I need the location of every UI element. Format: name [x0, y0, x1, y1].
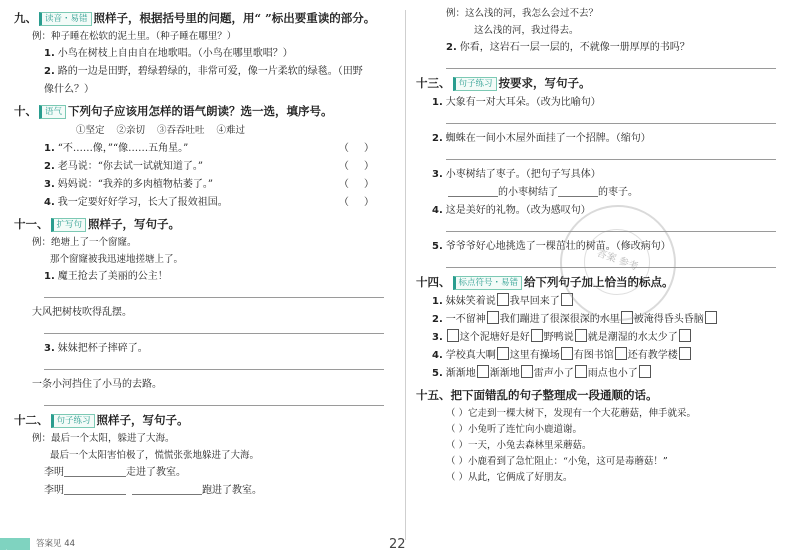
fill-blank[interactable] — [132, 483, 202, 495]
punct-question: 3. 这个泥塘好是好 野鸭说 就是潮湿的水太少了 — [416, 329, 788, 347]
section-13-title: 十三、 句子练习 按要求，写句子。 — [416, 76, 591, 90]
question: 4. 这是美好的礼物。（改为感叹句） — [432, 205, 591, 216]
question: 1. 大象有一对大耳朵。（改为比喻句） — [432, 97, 601, 108]
page-divider — [405, 10, 406, 540]
section-15-title: 十五、把下面错乱的句子整理成一段通顺的话。 — [416, 388, 658, 402]
section-tag: 读音・易错 — [39, 12, 92, 26]
punct-question: 1. 妹妹笑着说 我早回来了 — [416, 293, 788, 311]
section-10-title: 十、 语气 下列句子应该用怎样的语气朗读？选一选，填序号。 — [14, 104, 333, 118]
order-item[interactable]: （ ）小鹿看到了急忙阻止：“小兔，这可是毒蘑菇！” — [446, 456, 668, 467]
answer-reference: 答案见 44 — [36, 539, 76, 549]
section-12-title: 十二、 句子练习 照样子，写句子。 — [14, 413, 189, 427]
example-answer: 那个窗窿被我迅速地搓塘上了。 — [50, 254, 184, 265]
answer-line[interactable] — [446, 148, 776, 160]
question-cont: 像什么？） — [44, 84, 94, 95]
example-answer: 这么浅的河，我过得去。 — [474, 25, 579, 36]
question: 2. 老马说：“你去试一试就知道了。” （ ） — [44, 161, 380, 172]
example: 例：这么浅的河，我怎么会过不去？ — [446, 8, 599, 19]
answer-line[interactable] — [44, 286, 384, 298]
punct-box[interactable] — [575, 329, 587, 342]
question: 李明 走进了教室。 — [44, 467, 186, 478]
section-tag: 句子练习 — [51, 414, 95, 428]
punct-box[interactable] — [497, 347, 509, 360]
punct-box[interactable] — [521, 365, 533, 378]
section-14-title: 十四、 标点符号・易错 给下列句子加上恰当的标点。 — [416, 275, 674, 289]
left-page — [14, 6, 394, 500]
punct-question: 4. 学校真大啊 这里有操场 有图书馆 还有教学楼 — [416, 347, 788, 365]
punct-box[interactable] — [679, 347, 691, 360]
example: 例：种子睡在松软的泥土里。（种子睡在哪里？） — [32, 31, 237, 42]
question-fill: 的小枣树结了 的枣子。 — [416, 184, 788, 202]
order-item[interactable]: （ ）从此，它俩成了好朋友。 — [446, 472, 573, 483]
answer-line[interactable] — [446, 112, 776, 124]
punct-box[interactable] — [679, 329, 691, 342]
question: 2. 你看，这岩石一层一层的，不就像一册厚厚的书吗？ — [446, 42, 690, 53]
question: 4. 我一定要好好学习，长大了报效祖国。 （ ） — [44, 197, 380, 208]
order-item[interactable]: （ ）小兔听了连忙向小鹿道谢。 — [446, 424, 583, 435]
section-11-title: 十一、 扩写句 照样子，写句子。 — [14, 217, 181, 231]
order-item[interactable]: （ ）它走到一棵大树下，发现有一个大花蘑菇，伸手就采。 — [446, 408, 697, 419]
question: 2. 蜘蛛在一间小木屋外面挂了一个招牌。（缩句） — [432, 133, 651, 144]
example: 例：绝塘上了一个窗窿。 — [32, 237, 137, 248]
punct-question: 2. 一不留神 我们蹦进了很深很深的水里 被淹得昏头昏脑 — [416, 311, 788, 329]
question: 5. 爷爷爷好心地挑选了一棵茁壮的树苗。（修改病句） — [432, 241, 671, 252]
question: 3. 小枣树结了枣子。（把句子写具体） — [432, 169, 601, 180]
option-list: ①坚定 ②亲切 ③吞吞吐吐 ④难过 — [76, 125, 246, 136]
answer-line[interactable] — [44, 358, 384, 370]
question: 一条小河挡住了小马的去路。 — [32, 379, 162, 390]
question: 李明 跑进了教室。 — [44, 485, 262, 496]
example: 例：最后一个太阳，躲进了大海。 — [32, 433, 175, 444]
punct-box[interactable] — [497, 293, 509, 306]
punct-box[interactable] — [477, 365, 489, 378]
answer-line[interactable] — [44, 394, 384, 406]
punct-box[interactable] — [639, 365, 651, 378]
fill-blank[interactable] — [558, 185, 598, 197]
question: 3. 妈妈说：“我养的多肉植物枯萎了。” （ ） — [44, 179, 380, 190]
order-item[interactable]: （ ）一天，小兔去森林里采蘑菇。 — [446, 440, 592, 451]
punct-box[interactable] — [575, 365, 587, 378]
page-number: 22 — [389, 537, 406, 552]
fill-blank[interactable] — [448, 185, 498, 197]
watermark-stamp: 答案 参考 — [560, 205, 676, 321]
punct-question: 5. 渐渐地 渐渐地 雷声小了 雨点也小了 — [416, 365, 788, 383]
section-9-title: 九、 读音・易错 照样子，根据括号里的问题，用“ ”标出要重读的部分。 — [14, 11, 376, 25]
section-tag: 扩写句 — [51, 218, 87, 232]
question: 3. 妹妹把杯子摔碎了。 — [44, 343, 148, 354]
section-tag: 标点符号・易错 — [453, 276, 523, 290]
fill-blank[interactable] — [64, 483, 126, 495]
question: 1. “不……像，”“像……五角星。” （ ） — [44, 143, 380, 154]
question: 大风把树枝吹得乱摆。 — [32, 307, 132, 318]
punct-box[interactable] — [705, 311, 717, 324]
question: 1. 小鸟在树枝上自由自在地歌唱。（小鸟在哪里歌唱？） — [44, 48, 293, 59]
punct-box[interactable] — [531, 329, 543, 342]
section-tag: 句子练习 — [453, 77, 497, 91]
punct-box[interactable] — [447, 329, 459, 342]
section-tag: 语气 — [39, 105, 66, 119]
question: 1. 魔王抢去了美丽的公主！ — [44, 271, 168, 282]
example-answer: 最后一个太阳害怕极了，慌慌张张地躲进了大海。 — [50, 450, 260, 461]
question: 2. 路的一边是田野，碧绿碧绿的，非常可爱，像一片柔软的绿毯。（田野 — [44, 66, 363, 77]
punct-box[interactable] — [561, 347, 573, 360]
answer-line[interactable] — [44, 322, 384, 334]
punct-box[interactable] — [487, 311, 499, 324]
footer-badge: ▸ — [0, 538, 30, 550]
fill-blank[interactable] — [64, 465, 126, 477]
punct-box[interactable] — [615, 347, 627, 360]
answer-line[interactable] — [446, 57, 776, 69]
